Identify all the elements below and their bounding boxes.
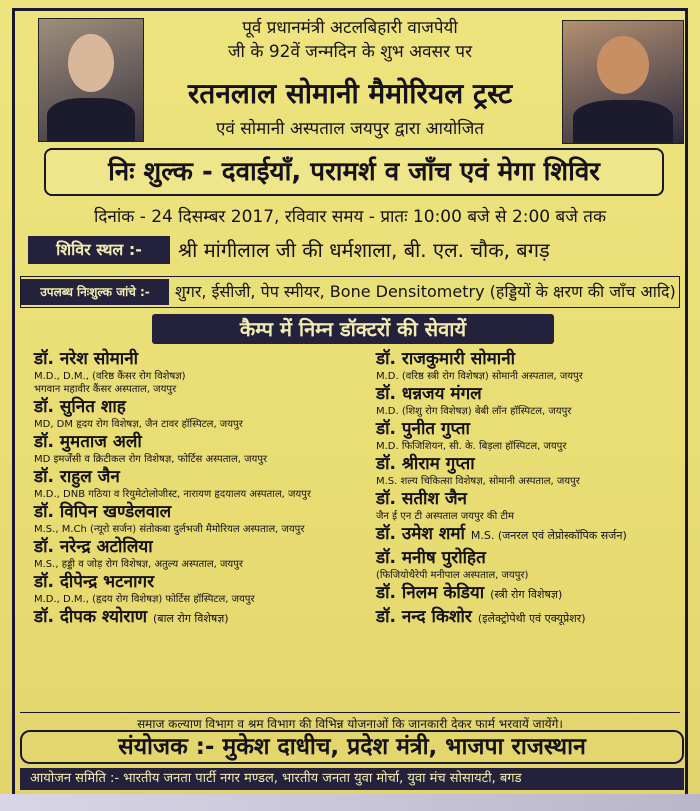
doctor-name-text: डॉ. नरेन्द्र अटोलिया <box>34 537 153 557</box>
doctor-name <box>376 348 696 370</box>
doctor-details: M.S., M.Ch (न्यूरो सर्जन) संतोकबा दुर्लभजी मैमोरियल अस्पताल, जयपुर <box>34 524 305 535</box>
doctor-name-text: डॉ. सुनित शाह <box>34 397 126 417</box>
doctor-name <box>376 547 696 569</box>
doctor-name <box>34 536 354 558</box>
bottom-edge <box>0 794 700 811</box>
convener-box: संयोजक :- मुकेश दाधीच, प्रदेश मंत्री, भाजपा राजस्थान <box>20 730 684 764</box>
doctor-entry <box>34 501 354 536</box>
doctor-name <box>34 396 354 418</box>
doctor-name <box>34 466 354 488</box>
doctor-details: भगवान महावीर कैंसर अस्पताल, जयपुर <box>34 384 177 395</box>
doctor-name-text: डॉ. पुनीत गुप्ता <box>376 419 470 439</box>
tests-row <box>20 276 680 308</box>
tests-label: उपलब्ध निःशुल्क जांचे :- <box>21 279 169 305</box>
doctor-details: M.D. (शिशु रोग विशेषज्ञ) बेबी लॉन हॉस्पिटल, जयपुर <box>376 406 572 417</box>
doctor-entry <box>376 453 696 488</box>
doctor-entry <box>376 523 696 547</box>
doctor-name-text: डॉ. दीपक श्योराण <box>34 607 148 627</box>
doctor-entry <box>34 571 354 606</box>
doctor-entry <box>34 348 354 396</box>
doctor-details: M.D., D.M., (हृदय रोग विशेषज्ञ) फोर्टिस हॉस्पिटल, जयपुर <box>34 594 255 605</box>
doctor-entry <box>376 547 696 582</box>
doctor-name <box>34 571 354 593</box>
venue-label: शिविर स्थल :- <box>28 236 170 264</box>
doctor-name <box>34 431 354 453</box>
doctor-details: MD, DM हृदय रोग विशेषज्ञ, जैन टावर हॉस्पिटल, जयपुर <box>34 419 243 430</box>
doctor-details: M.S. शल्य चिकित्सा विशेषज्ञ, सोमानी अस्पताल, जयपुर <box>376 476 580 487</box>
trust-name: रतनलाल सोमानी मैमोरियल ट्रस्ट <box>187 77 513 110</box>
doctor-name <box>34 606 354 630</box>
doctor-details: (फिजियोथैरेपी मनीपाल अस्पताल, जयपुर) <box>376 570 529 581</box>
occasion-text <box>150 16 550 64</box>
doctor-name <box>376 488 696 510</box>
doctor-specialty: (बाल रोग विशेषज्ञ) <box>153 612 229 625</box>
doctor-specialty: (स्त्री रोग विशेषज्ञ) <box>490 588 563 601</box>
doctor-details: जैन ई एन टी अस्पताल जयपुर की टीम <box>376 511 514 522</box>
camp-banner: निः शुल्क - दवाईयाँ, परामर्श व जाँच एवं मेगा शिविर <box>44 148 664 196</box>
date-time-line: दिनांक - 24 दिसम्बर 2017, रविवार समय - प्रातः 10:00 बजे से 2:00 बजे तक <box>93 207 607 227</box>
doctor-name-text: डॉ. धन्नजय मंगल <box>376 384 482 404</box>
occasion-line-1: पूर्व प्रधानमंत्री अटलबिहारी वाजपेयी <box>242 18 458 38</box>
doctor-entry <box>376 383 696 418</box>
doctor-entry <box>34 396 354 431</box>
organizer-line: एवं सोमानी अस्पताल जयपुर द्वारा आयोजित <box>215 119 484 139</box>
doctor-name-text: डॉ. निलम केडिया <box>376 583 485 603</box>
doctor-name-text: डॉ. राजकुमारी सोमानी <box>376 349 516 369</box>
doctor-entry <box>376 606 696 630</box>
venue-row <box>28 236 678 266</box>
doctor-entry <box>376 348 696 383</box>
portrait-photo-right <box>562 20 684 144</box>
welfare-notice: समाज कल्याण विभाग व श्रम विभाग की विभिन्न योजनाओं कि जानकारी देकर फार्म भरवायें जायेंगे। <box>20 712 680 732</box>
doctor-name-text: डॉ. उमेश शर्मा <box>376 524 465 544</box>
doctor-name-text: डॉ. नन्द किशोर <box>376 607 472 627</box>
doctor-entry <box>34 606 354 630</box>
doctor-details: M.D., DNB गठिया व रियुमेटोलोजीस्ट, नारायण हृदयालय अस्पताल, जयपुर <box>34 489 311 500</box>
doctor-name-text: डॉ. सतीश जैन <box>376 489 467 509</box>
doctor-name-text: डॉ. मुमताज अली <box>34 432 142 452</box>
doctor-entry <box>34 466 354 501</box>
doctor-name-text: डॉ. दीपेन्द्र भटनागर <box>34 572 155 592</box>
doctor-entry <box>376 582 696 606</box>
doctor-name <box>376 606 696 630</box>
doctor-entry <box>376 488 696 523</box>
doctors-column-right <box>376 348 696 630</box>
doctor-specialty: (इलेक्ट्रोपेथी एवं एक्यूप्रेशर) <box>477 612 586 625</box>
doctor-name <box>376 523 696 547</box>
doctor-name-text: डॉ. विपिन खण्डेलवाल <box>34 502 172 522</box>
doctor-name <box>376 418 696 440</box>
doctor-details: M.D. फिजिशियन, सी. के. बिड़ला हॉस्पिटल, जयपुर <box>376 441 567 452</box>
doctor-details: M.S., हड्डी व जोड़ रोग विशेषज्ञ, अतुल्य अस्पताल, जयपुर <box>34 559 243 570</box>
doctor-name <box>34 348 354 370</box>
committee-strip: आयोजन समिति :- भारतीय जनता पार्टी नगर मण्डल, भारतीय जनता युवा मोर्चा, युवा मंच सोसायटी, बगड <box>20 768 684 790</box>
doctors-column-left <box>34 348 354 630</box>
doctor-details: M.D. (वरिष्ठ स्त्री रोग विशेषज्ञ) सोमानी अस्पताल, जयपुर <box>376 371 583 382</box>
doctor-name <box>376 453 696 475</box>
doctor-name <box>34 501 354 523</box>
doctor-name <box>376 383 696 405</box>
tests-value: शुगर, ईसीजी, पेप स्मीयर, Bone Densitometry (हड्डियों के क्षरण की जाँच आदि) <box>175 282 676 301</box>
doctor-details: MD इमर्जेंसी व क्रिटीकल रोग विशेषज्ञ, फोर्टिस अस्पताल, जयपुर <box>34 454 268 465</box>
doctor-details: M.D., D.M., (वरिष्ठ कैंसर रोग विशेषज्ञ) <box>34 371 186 382</box>
doctor-name <box>376 582 696 606</box>
doctor-name-text: डॉ. मनीष पुरोहित <box>376 548 486 568</box>
doctor-name-text: डॉ. राहुल जैन <box>34 467 120 487</box>
venue-value: श्री मांगीलाल जी की धर्मशाला, बी. एल. चौक, बगड़ <box>178 238 550 262</box>
doctor-name-text: डॉ. श्रीराम गुप्ता <box>376 454 475 474</box>
doctor-name-text: डॉ. नरेश सोमानी <box>34 349 139 369</box>
doctor-entry <box>34 536 354 571</box>
doctor-entry <box>376 418 696 453</box>
doctors-heading: कैम्प में निम्न डॉक्टरों की सेवायें <box>152 314 554 344</box>
doctor-entry <box>34 431 354 466</box>
occasion-line-2: जी के 92वें जन्मदिन के शुभ अवसर पर <box>227 42 473 62</box>
portrait-photo-left <box>38 18 144 142</box>
doctor-specialty: M.S. (जनरल एवं लेप्रोस्कॉपिक सर्जन) <box>470 529 627 542</box>
